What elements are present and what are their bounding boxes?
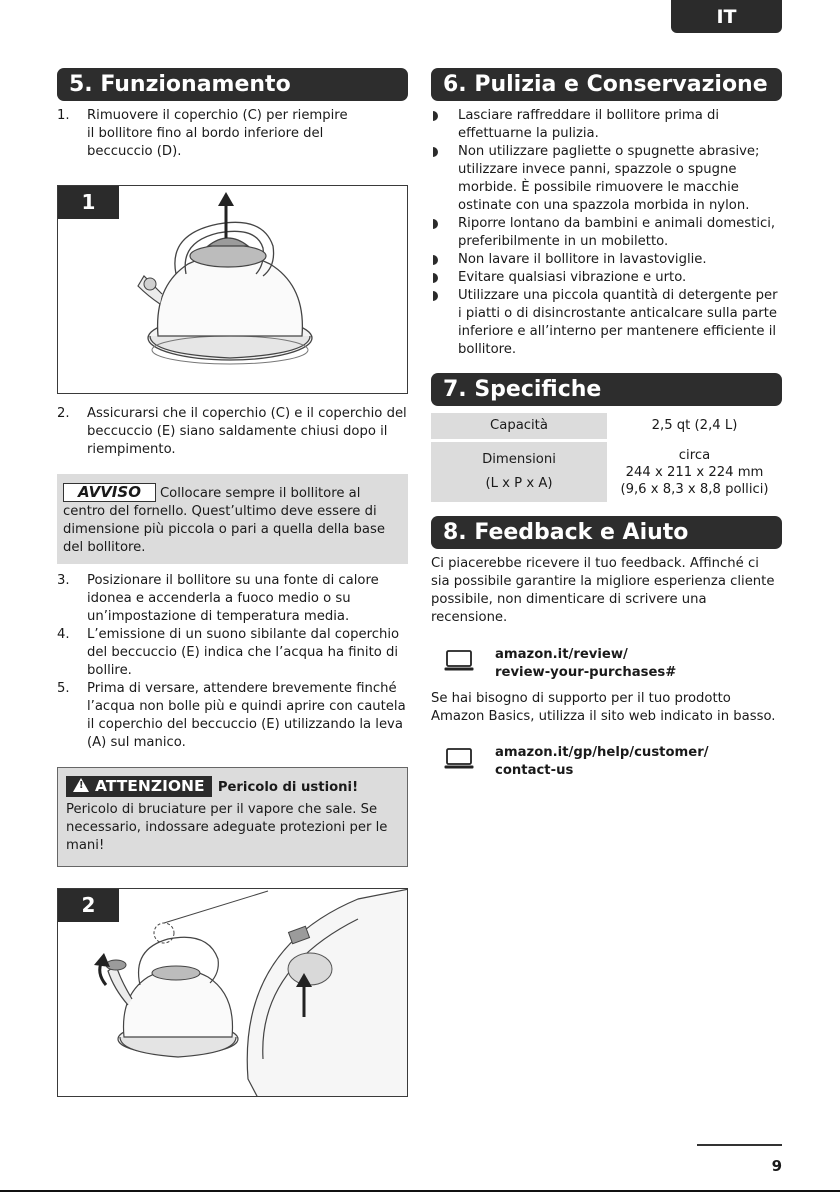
specifications-table — [431, 413, 782, 502]
step-2: 2. Assicurarsi che il coperchio (C) e il coperchio del beccuccio (E) siano saldamente chiusi dopo il riempimento. — [57, 406, 407, 457]
cleaning-item: Non lavare il bollitore in lavastoviglie. — [431, 251, 782, 269]
section-5-title: 5. Funzionamento — [57, 68, 408, 101]
kettle-lid-removal-illustration — [58, 186, 408, 394]
section-8-title: 8. Feedback e Aiuto — [431, 516, 782, 549]
language-tab: IT — [671, 0, 782, 33]
review-link[interactable]: amazon.it/review/ review-your-purchases# — [495, 647, 677, 680]
kettle-spout-opening-illustration — [58, 889, 408, 1097]
page-number: 9 — [771, 1157, 782, 1175]
warning-headline: Pericolo di ustioni! — [217, 780, 359, 795]
notice-label: AVVISO — [63, 483, 156, 502]
spec-value-capacity: 2,5 qt (2,4 L) — [651, 418, 738, 433]
section-6-title: 6. Pulizia e Conservazione — [431, 68, 782, 101]
steps-3-5-list — [57, 572, 408, 752]
footer-rule — [697, 1144, 782, 1146]
cleaning-item: Non utilizzare pagliette o spugnette abrasive; utilizzare invece panni, spazzole o spugne morbide. È possibile rimuovere le macchie ostinate con una spazzola morbida in nylon. — [431, 143, 782, 215]
spec-key-capacity: Capacità — [431, 413, 607, 439]
spec-key-dimensions: Dimensioni (L x P x A) — [431, 442, 607, 502]
notice-box — [57, 474, 408, 564]
support-text: Se hai bisogno di supporto per il tuo prodotto Amazon Basics, utilizza il sito web indicato in basso. — [431, 691, 776, 724]
warning-text: Pericolo di bruciature per il vapore che sale. Se necessario, indossare adeguate protezioni per le mani! — [66, 802, 388, 853]
step-1: 1. Rimuovere il coperchio (C) per riempire il bollitore fino al bordo inferiore del beccuccio (D). — [57, 108, 348, 159]
figure-1 — [57, 185, 408, 394]
step-4: 4. L’emissione di un suono sibilante dal coperchio del beccuccio (E) indica che l’acqua ha finito di bollire. — [57, 627, 400, 678]
warning-box — [57, 767, 408, 867]
figure-2 — [57, 888, 408, 1097]
notice-text: Collocare sempre il bollitore al centro del fornello. Quest’ultimo deve essere di dimensione più piccola o pari a quella della base del bollitore. — [63, 486, 385, 555]
cleaning-item: Utilizzare una piccola quantità di detergente per i piatti o di disincrostante anticalcare sulla parte inferiore e all’interno per mantenere efficiente il bollitore. — [431, 287, 782, 359]
cleaning-item: Lasciare raffreddare il bollitore prima di effettuarne la pulizia. — [431, 107, 782, 143]
step-1-list — [57, 107, 357, 161]
spec-row-dimensions — [431, 442, 782, 502]
warning-triangle-icon — [73, 778, 89, 792]
step-3: 3. Posizionare il bollitore su una fonte di calore idonea e accenderla a fuoco medio o su un’impostazione di temperatura media. — [57, 573, 379, 624]
spec-value-dimensions: circa 244 x 211 x 224 mm (9,6 x 8,3 x 8,8 pollici) — [620, 447, 769, 497]
warning-label: !ATTENZIONE — [66, 776, 212, 797]
step-5: 5. Prima di versare, attendere brevemente finché l’acqua non bolle più e quindi aprire con cautela il coperchio del beccuccio (E) utilizzando la leva (A) sul manico. — [57, 681, 406, 750]
feedback-intro: Ci piacerebbe ricevere il tuo feedback. Affinché ci sia possibile garantire la migliore esperienza cliente possibile, non dimenticare di scrivere una recensione. — [431, 556, 775, 625]
cleaning-item: Evitare qualsiasi vibrazione e urto. — [431, 269, 782, 287]
spec-row-capacity — [431, 413, 782, 439]
support-link[interactable]: amazon.it/gp/help/customer/ contact-us — [495, 745, 709, 778]
laptop-icon — [444, 650, 474, 672]
figure-2-badge: 2 — [58, 889, 119, 922]
laptop-icon — [444, 748, 474, 770]
cleaning-list — [431, 107, 782, 359]
step-2-list — [57, 405, 408, 459]
figure-1-badge: 1 — [58, 186, 119, 219]
section-7-title: 7. Specifiche — [431, 373, 782, 406]
cleaning-item: Riporre lontano da bambini e animali domestici, preferibilmente in un mobiletto. — [431, 215, 782, 251]
